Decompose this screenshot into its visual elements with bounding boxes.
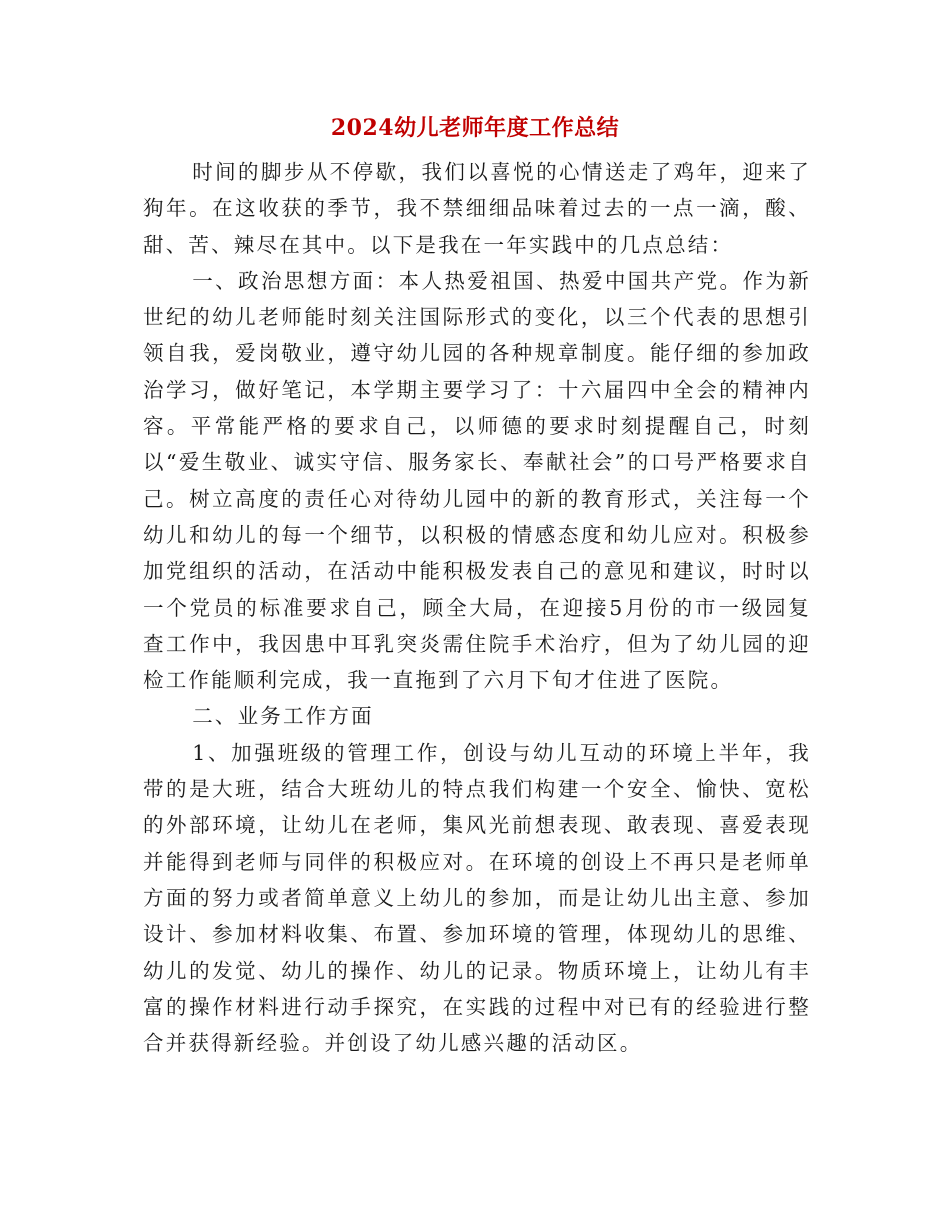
document-body — [143, 154, 811, 1061]
document-title: 2024幼儿老师年度工作总结 — [330, 115, 620, 141]
paragraph-class-management: 1、加强班级的管理工作，创设与幼儿互动的环境上半年，我带的是大班，结合大班幼儿的特点我们构建一个安全、愉快、宽松的外部环境，让幼儿在老师，集风光前想表现、敢表现、喜爱表现并能得到老师与同伴的积极应对。在环境的创设上不再只是老师单方面的努力或者简单意义上幼儿的参加，而是让幼儿出主意、参加设计、参加材料收集、布置、参加环境的管理，体现幼儿的思维、幼儿的发觉、幼儿的操作、幼儿的记录。物质环境上，让幼儿有丰富的操作材料进行动手探究，在实践的过程中对已有的经验进行整合并获得新经验。并创设了幼儿感兴趣的活动区。 — [143, 740, 811, 1056]
paragraph-political-thought: 一、政治思想方面：本人热爱祖国、热爱中国共产党。作为新世纪的幼儿老师能时刻关注国际形式的变化，以三个代表的思想引领自我，爱岗敬业，遵守幼儿园的各种规章制度。能仔细的参加政治学习，做好笔记，本学期主要学习了：十六届四中全会的精神内容。平常能严格的要求自己，以师德的要求时刻提醒自己，时刻以“爱生敬业、诚实守信、服务家长、奉献社会”的口号严格要求自己。树立高度的责任心对待幼儿园中的新的教育形式，关注每一个幼儿和幼儿的每一个细节，以积极的情感态度和幼儿应对。积极参加党组织的活动，在活动中能积极发表自己的意见和建议，时时以一个党员的标准要求自己，顾全大局，在迎接5月份的市一级园复查工作中，我因患中耳乳突炎需住院手术治疗，但为了幼儿园的迎检工作能顺利完成，我一直拖到了六月下旬才住进了医院。 — [143, 268, 811, 693]
section-heading-business-work: 二、业务工作方面 — [192, 704, 374, 729]
paragraph-intro: 时间的脚步从不停歇，我们以喜悦的心情送走了鸡年，迎来了狗年。在这收获的季节，我不禁细细品味着过去的一点一滴，酸、甜、苦、辣尽在其中。以下是我在一年实践中的几点总结： — [143, 160, 811, 257]
